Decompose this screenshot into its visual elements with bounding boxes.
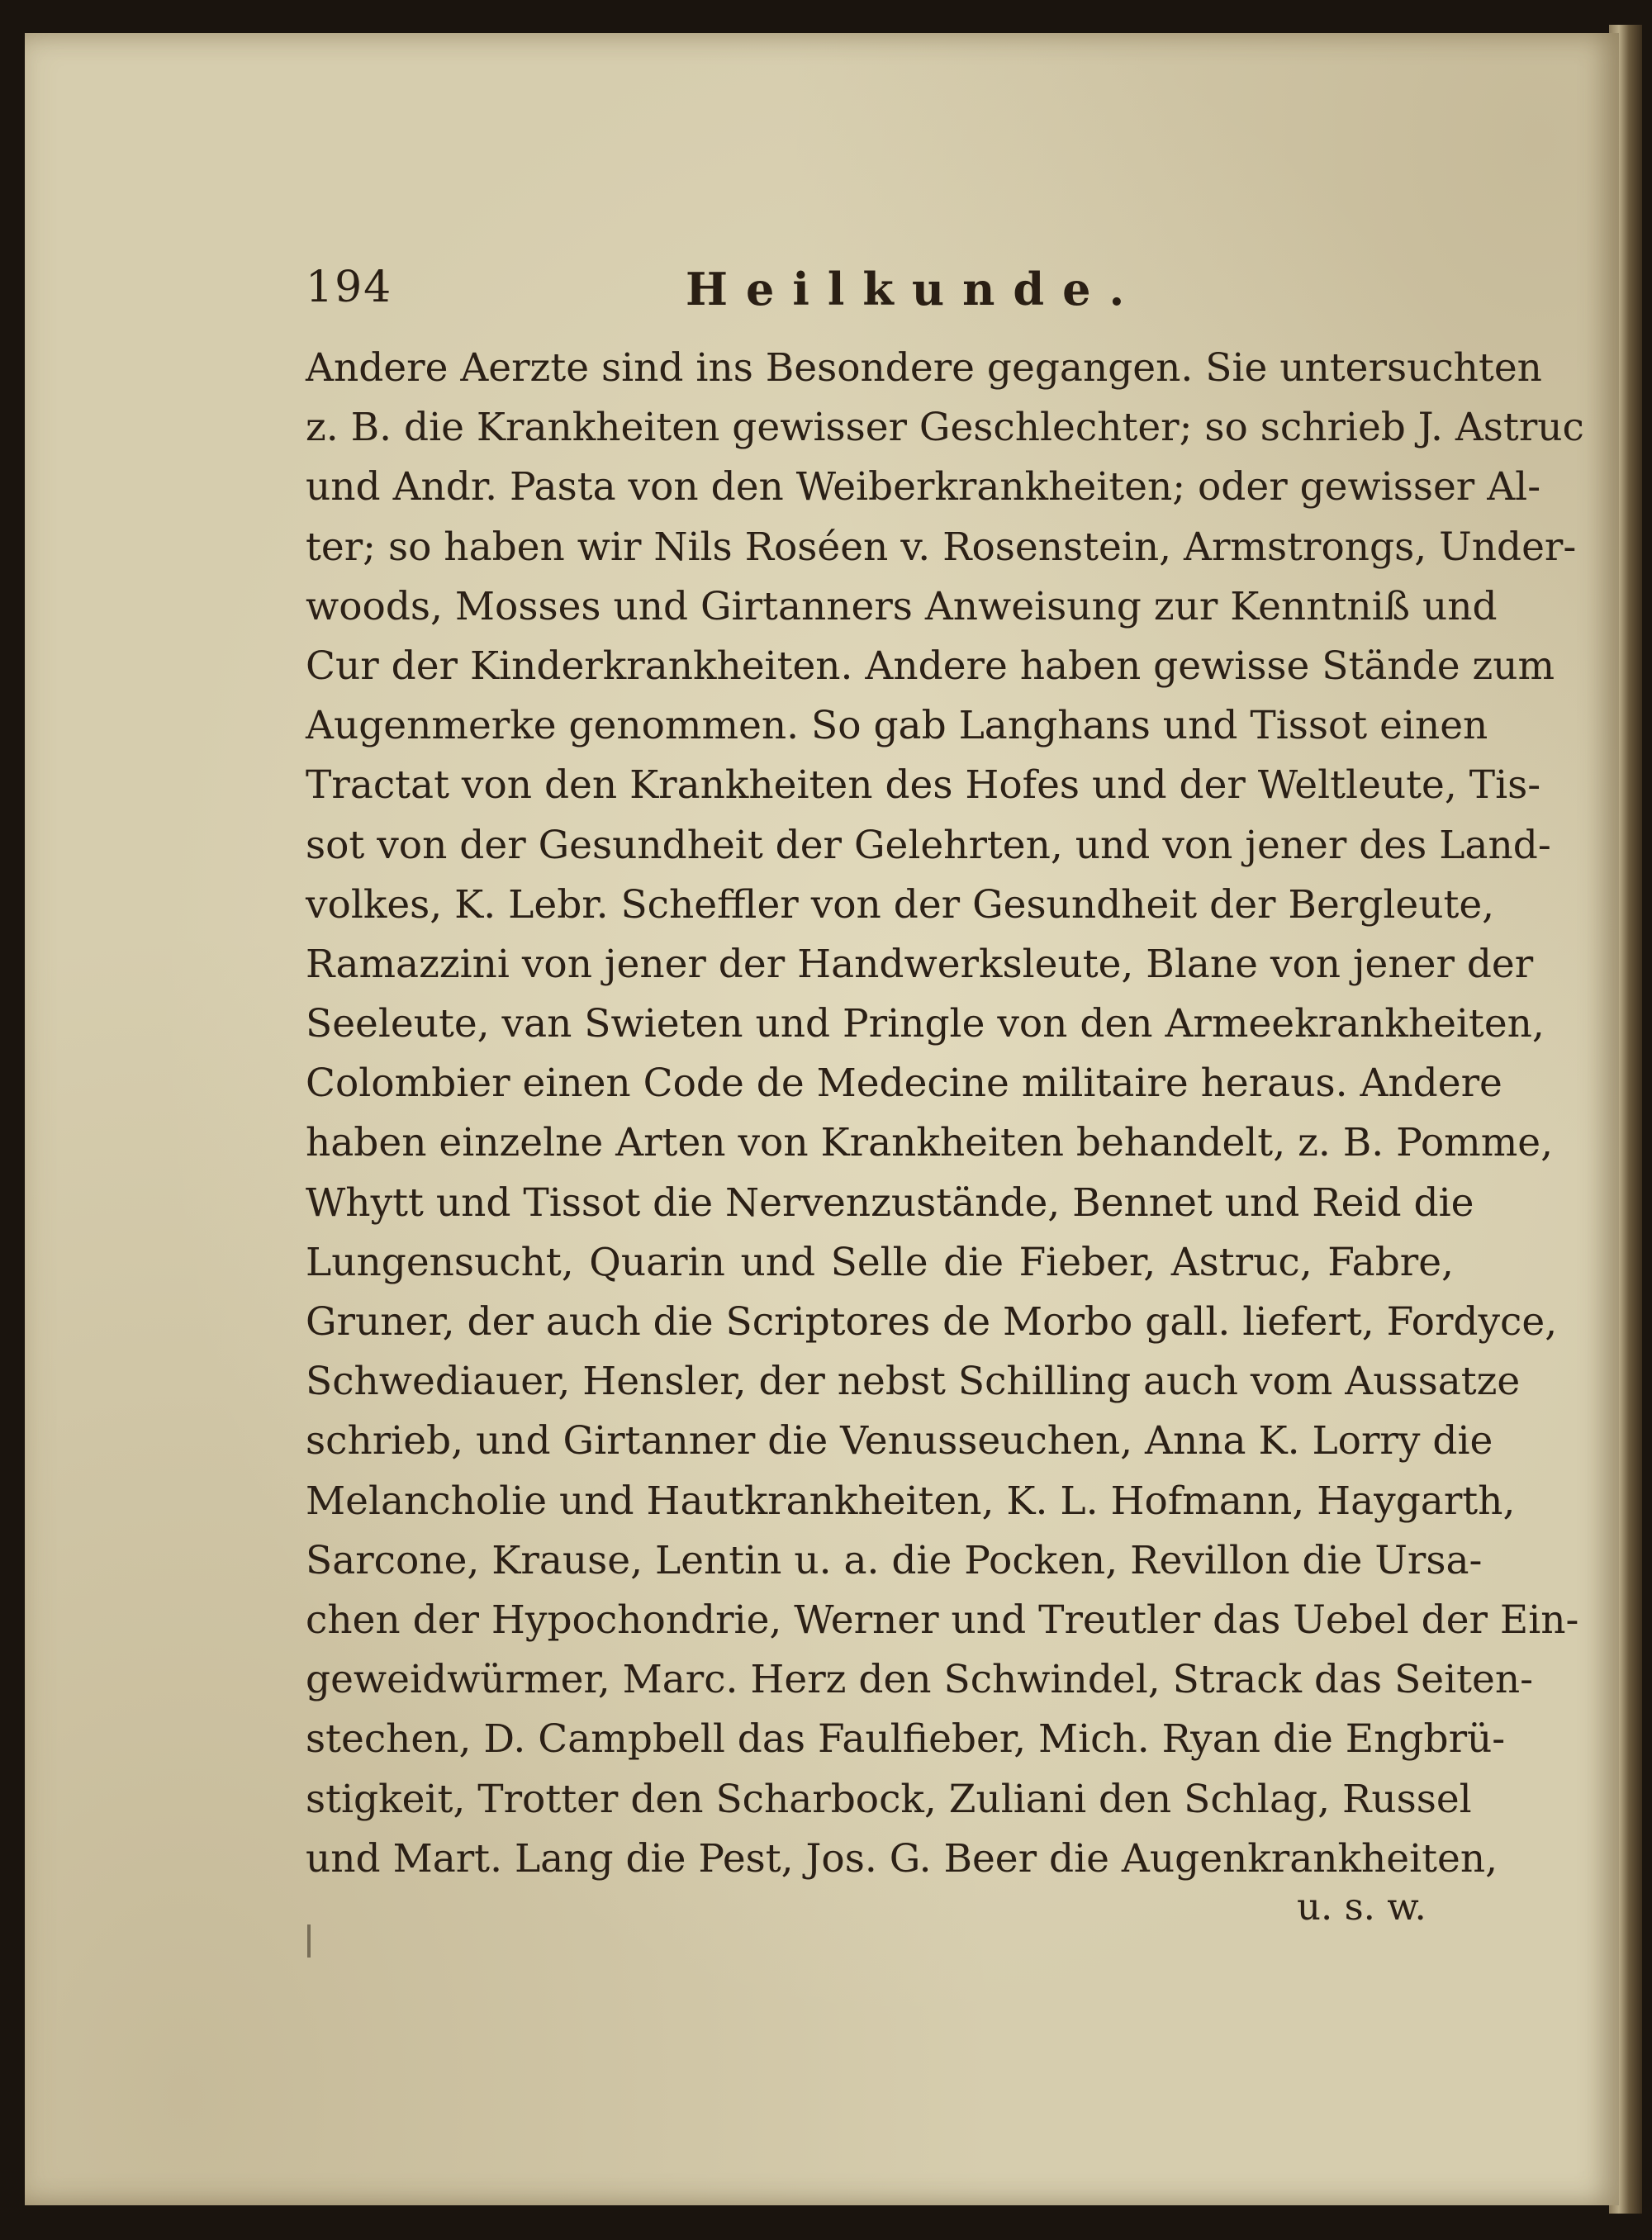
text-line: volkes, K. Lebr. Scheffler von der Gesundheit der Bergleute, — [306, 881, 1495, 928]
text-line: Tractat von den Krankheiten des Hofes und der Weltleute, Tis- — [306, 762, 1541, 809]
text-line: Sarcone, Krause, Lentin u. a. die Pocken, Revillon die Ursa- — [306, 1537, 1483, 1583]
text-line: Augenmerke genommen. So gab Langhans und Tissot einen — [306, 703, 1488, 749]
text-line: Schwediauer, Hensler, der nebst Schilling auch vom Aussatze — [306, 1359, 1521, 1405]
text-line: Andere Aerzte sind ins Besondere gegangen. Sie untersuchten — [306, 345, 1542, 391]
text-line: geweidwürmer, Marc. Herz den Schwindel, Strack das Seiten- — [306, 1657, 1534, 1703]
text-line: woods, Mosses und Girtanners Anweisung zur Kenntniß und — [306, 583, 1498, 629]
margin-mark — [307, 1924, 311, 1958]
text-line: haben einzelne Arten von Krankheiten behandelt, z. B. Pomme, — [306, 1120, 1554, 1166]
text-line: chen der Hypochondrie, Werner und Treutler das Uebel der Ein- — [306, 1597, 1579, 1643]
text-line: Ramazzini von jener der Handwerksleute, Blane von jener der — [306, 941, 1534, 987]
catchword: u. s. w. — [1297, 1885, 1427, 1929]
text-line: Whytt und Tissot die Nervenzustände, Bennet und Reid die — [306, 1179, 1474, 1226]
text-line: und Mart. Lang die Pest, Jos. G. Beer die Augenkrankheiten, — [306, 1835, 1498, 1882]
text-line: Colombier einen Code de Medecine militaire heraus. Andere — [306, 1061, 1502, 1107]
page-header — [306, 263, 1446, 329]
text-line: und Andr. Pasta von den Weiberkrankheiten; oder gewisser Al- — [306, 464, 1541, 510]
text-line: stigkeit, Trotter den Scharbock, Zuliani den Schlag, Russel — [306, 1776, 1472, 1822]
text-line: Gruner, der auch die Scriptores de Morbo gall. liefert, Fordyce, — [306, 1299, 1558, 1345]
text-line: ter; so haben wir Nils Roséen v. Rosenstein, Armstrongs, Under- — [306, 524, 1577, 570]
text-line: Melancholie und Hautkrankheiten, K. L. Hofmann, Haygarth, — [306, 1478, 1516, 1524]
text-line: Cur der Kinderkrankheiten. Andere haben gewisse Stände zum — [306, 643, 1555, 689]
text-line: z. B. die Krankheiten gewisser Geschlechter; so schrieb J. Astruc — [306, 405, 1584, 451]
text-line: schrieb, und Girtanner die Venusseuchen, Anna K. Lorry die — [306, 1418, 1493, 1464]
text-line: Lungensucht, Quarin und Selle die Fieber, Astruc, Fabre, — [306, 1239, 1454, 1285]
text-line: Seeleute, van Swieten und Pringle von den Armeekrankheiten, — [306, 1001, 1545, 1047]
text-line: sot von der Gesundheit der Gelehrten, und von jener des Land- — [306, 822, 1551, 868]
body-text — [306, 339, 1584, 1889]
page-number: 194 — [306, 263, 393, 312]
text-line: stechen, D. Campbell das Faulfieber, Mich. Ryan die Engbrü- — [306, 1716, 1506, 1763]
running-title: Heilkunde. — [686, 263, 1143, 316]
